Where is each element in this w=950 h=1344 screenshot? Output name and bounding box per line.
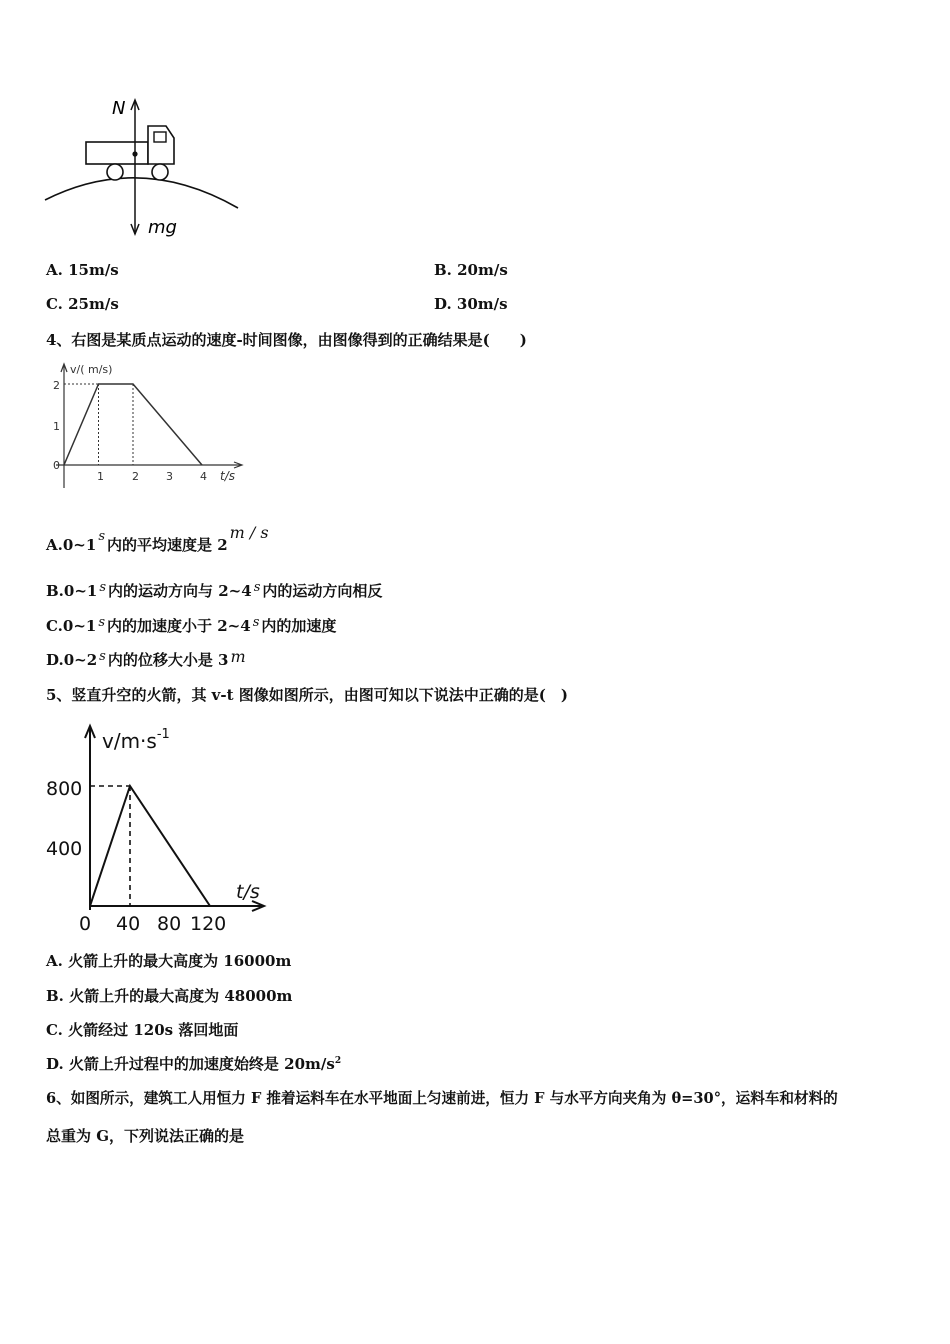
q3-option-a[interactable]: A. 15m/s: [46, 261, 119, 279]
q5-option-d[interactable]: D. 火箭上升过程中的加速度始终是 $20m/s^2$: [46, 1055, 342, 1073]
q4-x-axis-label: t/s: [220, 469, 235, 483]
q4-x-tick-1: 1: [97, 470, 104, 483]
q5-x-tick-80: 80: [157, 913, 182, 935]
q4-x-tick-2: 2: [132, 470, 139, 483]
q5-option-c[interactable]: C. 火箭经过 120s 落回地面: [46, 1021, 239, 1039]
q4-option-c[interactable]: C.0~1 s 内的加速度小于 2~4 s 内的加速度: [46, 615, 337, 635]
q6-stem-line2: 总重为 G，下列说法正确的是: [46, 1127, 245, 1145]
q6-stem-line1: 6、如图所示，建筑工人用恒力 F 推着运料车在水平地面上匀速前进，恒力 F 与水平方向夹角为 θ=30°，运料车和材料的: [46, 1090, 838, 1107]
truck-figure: [40, 92, 250, 242]
q5-option-a[interactable]: A. 火箭上升的最大高度为 16000m: [46, 952, 292, 970]
q4-x-tick-3: 3: [166, 470, 173, 483]
gravity-label: mg: [148, 217, 177, 238]
q5-x-tick-0: 0: [79, 913, 92, 935]
q5-y-axis-label: $v/m\cdot s^{-1}$: [102, 727, 170, 753]
q4-y-tick-2: 2: [53, 379, 60, 392]
q4-option-a[interactable]: A.0~1 s 内的平均速度是 2m / s: [46, 523, 269, 554]
q5-y-tick-800: 800: [46, 778, 83, 800]
q5-stem: 5、竖直升空的火箭，其 v-t 图像如图所示，由图可知以下说法中正确的是( ): [46, 686, 568, 704]
q4-option-d[interactable]: D.0~2 s 内的位移大小是 3 m: [46, 647, 246, 669]
q4-option-b[interactable]: B.0~1 s 内的运动方向与 2~4 s 内的运动方向相反: [46, 580, 383, 600]
q4-vt-graph: [46, 358, 256, 498]
q5-option-b[interactable]: B. 火箭上升的最大高度为 48000m: [46, 987, 293, 1005]
q5-y-tick-400: 400: [46, 838, 83, 860]
q4-stem: 4、右图是某质点运动的速度-时间图像，由图像得到的正确结果是( ): [46, 331, 527, 349]
q4-y-axis-label: v/( m/s): [70, 363, 113, 376]
q5-x-tick-120: 120: [190, 913, 227, 935]
q5-x-tick-40: 40: [116, 913, 141, 935]
q3-option-c[interactable]: C. 25m/s: [46, 295, 119, 313]
q5-vt-graph: [40, 716, 280, 938]
q4-y-tick-1: 1: [53, 420, 60, 433]
q3-option-d[interactable]: D. 30m/s: [434, 295, 508, 313]
normal-force-label: N: [112, 98, 126, 119]
q4-x-tick-4: 4: [200, 470, 207, 483]
q5-x-axis-label: t/s: [236, 881, 260, 903]
q4-y-tick-0: 0: [53, 459, 60, 472]
q5-velocity-line: [90, 786, 210, 906]
q3-option-b[interactable]: B. 20m/s: [434, 261, 508, 279]
